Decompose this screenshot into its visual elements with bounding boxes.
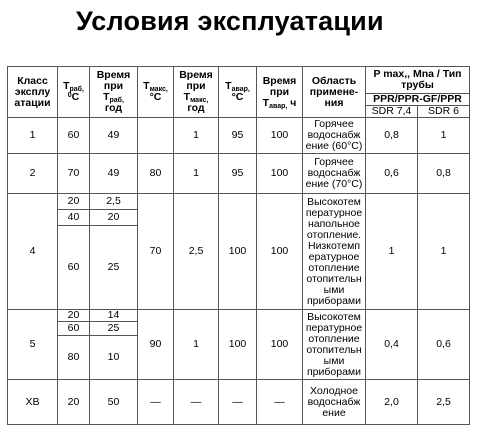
cell-t-max: 90 [138,310,174,380]
cell-time-emerg: 100 [257,194,303,310]
cell-t-work: 70 [58,154,90,194]
cell-t-emerg: 95 [219,154,257,194]
header-class: Класс эксплу атации [8,67,58,118]
cell-sdr6: 0,6 [418,310,470,380]
cell-time-max: 1 [174,310,219,380]
cell-class: 4 [8,194,58,310]
header-time-emerg: Время при $T_{авар,}$ ч [257,67,303,118]
header-sdr6: SDR 6 [418,106,470,118]
cell-t-work: 20 [58,380,90,425]
cell-time-max: 2,5 [174,194,219,310]
cell-time-emerg: — [257,380,303,425]
cell-time-emerg: 100 [257,154,303,194]
header-pmax: P max,, Mna / Тип трубы [366,67,470,94]
cell-time-work: 14 [90,310,138,322]
header-t-emerg: $T_{авар,}$ °C [219,67,257,118]
cell-sdr74: 0,6 [366,154,418,194]
header-sdr74: SDR 7,4 [366,106,418,118]
header-time-work: Время при $T_{раб,}$ год [90,67,138,118]
cell-sdr74: 0,4 [366,310,418,380]
table-row [8,380,470,425]
cell-sdr6: 1 [418,118,470,154]
table-row [8,194,470,210]
operating-conditions-table [7,66,470,425]
cell-t-max [138,118,174,154]
cell-t-work: 60 [58,226,90,310]
cell-time-max: 1 [174,154,219,194]
cell-t-emerg: — [219,380,257,425]
cell-t-max: 70 [138,194,174,310]
cell-sdr6: 0,8 [418,154,470,194]
cell-time-work: 25 [90,322,138,336]
cell-area: Горячее водоснабж ение (70°C) [303,154,366,194]
cell-t-max: 80 [138,154,174,194]
table-row [8,154,470,194]
cell-sdr6: 2,5 [418,380,470,425]
cell-time-work: 25 [90,226,138,310]
header-t-max: $T_{макс,}$ °C [138,67,174,118]
cell-sdr74: 2,0 [366,380,418,425]
table-row [8,310,470,322]
cell-area: Высокотем пературное напольное отопление. Низкотемп ературное отопление отопительн ыми приборами [303,194,366,310]
cell-time-emerg: 100 [257,310,303,380]
cell-time-work: 10 [90,336,138,380]
cell-t-work: 20 [58,310,90,322]
cell-time-max: 1 [174,118,219,154]
cell-time-max: — [174,380,219,425]
cell-t-max: — [138,380,174,425]
cell-time-emerg: 100 [257,118,303,154]
cell-time-work: 49 [90,118,138,154]
header-time-max: Время при $T_{макс,}$ год [174,67,219,118]
cell-class: ХВ [8,380,58,425]
cell-class: 5 [8,310,58,380]
cell-t-work: 60 [58,118,90,154]
cell-class: 1 [8,118,58,154]
header-pipe-type: PPR/PPR-GF/PPR [366,94,470,106]
cell-t-work: 60 [58,322,90,336]
cell-time-work: 2,5 [90,194,138,210]
page-title: Условия эксплуатации [76,6,384,36]
cell-sdr6: 1 [418,194,470,310]
cell-area: Высокотем пературное отопление отопительн ыми приборами [303,310,366,380]
cell-time-work: 49 [90,154,138,194]
cell-area: Холодное водоснабж ение [303,380,366,425]
cell-time-work: 20 [90,210,138,226]
cell-area: Горячее водоснабж ение (60°C) [303,118,366,154]
cell-sdr74: 0,8 [366,118,418,154]
cell-time-work: 50 [90,380,138,425]
cell-t-work: 40 [58,210,90,226]
cell-t-work: 20 [58,194,90,210]
cell-class: 2 [8,154,58,194]
cell-t-work: 80 [58,336,90,380]
header-t-work: $T_{раб,}$ $^0$C [58,67,90,118]
cell-t-emerg: 100 [219,194,257,310]
header-area: Область примене- ния [303,67,366,118]
cell-sdr74: 1 [366,194,418,310]
cell-t-emerg: 95 [219,118,257,154]
cell-t-emerg: 100 [219,310,257,380]
table-row [8,118,470,154]
